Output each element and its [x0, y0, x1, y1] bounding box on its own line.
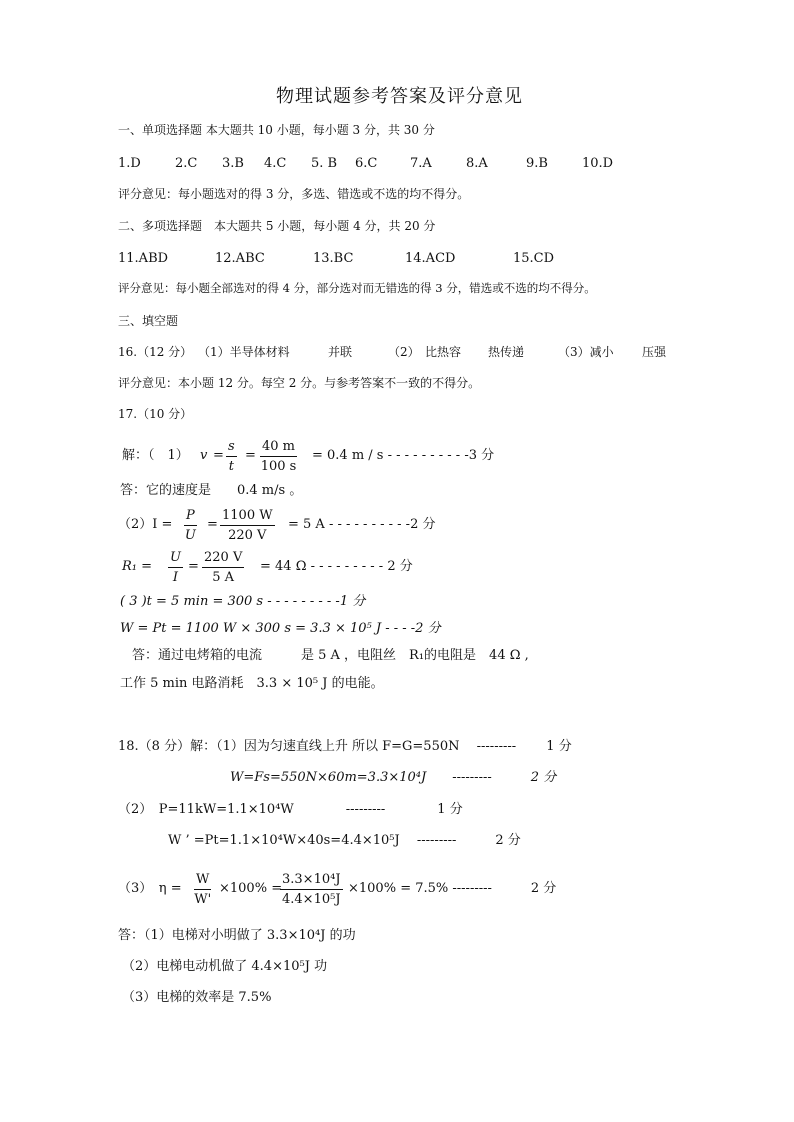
q17-frac-resistance: [202, 551, 244, 584]
q17-resistance-result: = 44 Ω - - - - - - - - - 2 分: [260, 559, 413, 574]
q16-blank: （1）半导体材料: [198, 345, 290, 359]
equals-sign: =: [245, 448, 256, 463]
q17-label: 17.（10 分）: [118, 407, 193, 421]
section-2-note: 评分意见：每小题全部选对的得 4 分，部分选对而无错选的得 3 分，错选或不选的均不得分。: [118, 281, 596, 295]
q17-frac-u-i: [168, 551, 183, 584]
q17-frac-power: [220, 509, 275, 542]
frac-den: t: [228, 459, 234, 474]
page-title: 物理试题参考答案及评分意见: [276, 86, 523, 107]
q18-answer-1: 答：（1）电梯对小明做了 3.3×10⁴J 的功: [118, 928, 356, 943]
answer-item: 5. B: [311, 156, 338, 171]
frac-den: 220 V: [228, 528, 267, 543]
q17-resistance-prefix: R₁ =: [122, 559, 153, 574]
q17-part1-prefix: 解：（ 1）: [122, 448, 189, 463]
q18-line-2: W=Fs=550N×60m=3.3×10⁴J --------- 2 分: [230, 770, 557, 785]
q18-line-1: 18.（8 分）解：（1）因为匀速直线上升 所以 F=G=550N --------- 1 分: [118, 739, 572, 754]
section-1-header: 一、单项选择题 本大题共 10 小题，每小题 3 分，共 30 分: [118, 123, 435, 137]
equals-sign: =: [207, 517, 218, 532]
frac-num: 3.3×10⁴J: [280, 873, 343, 890]
q17-answer-1: 答：它的速度是 0.4 m/s 。: [120, 483, 303, 498]
q16-blank: 并联: [328, 345, 353, 359]
frac-num: 220 V: [202, 551, 244, 568]
section-1-note: 评分意见：每小题选对的得 3 分，多选、错选或不选的均不得分。: [118, 187, 470, 201]
answer-item: 7.A: [410, 156, 432, 171]
q18-part3-mid: ×100% =: [219, 881, 283, 896]
frac-num: s: [226, 440, 237, 457]
q17-frac-s-t: [226, 440, 237, 473]
q17-part2-result: = 5 A - - - - - - - - - -2 分: [288, 517, 436, 532]
equals-sign: =: [188, 559, 199, 574]
q17-var-v: v: [200, 448, 208, 463]
q18-frac-values: [280, 873, 343, 906]
section-3-header: 三、填空题: [118, 314, 179, 328]
answer-item: 10.D: [582, 156, 614, 171]
section-2-header: 二、多项选择题 本大题共 5 小题，每小题 4 分，共 20 分: [118, 219, 436, 233]
equals-sign: =: [213, 448, 224, 463]
q16-label: 16.（12 分）: [118, 345, 193, 359]
q16-blank: （2）: [388, 345, 420, 359]
answer-item: 8.A: [466, 156, 488, 171]
answer-item: 15.CD: [513, 251, 555, 266]
q17-answer-3: 工作 5 min 电路消耗 3.3 × 10⁵ J 的电能。: [120, 676, 384, 691]
answer-item: 4.C: [264, 156, 287, 171]
answer-item: 11.ABD: [118, 251, 169, 266]
frac-den: U: [184, 528, 196, 543]
q16-blank: 热传递: [488, 345, 525, 359]
q17-frac-values: [260, 440, 297, 473]
q16-blank: 压强: [642, 345, 667, 359]
q16-blank: 比热容: [425, 345, 462, 359]
q17-part1-result: = 0.4 m / s - - - - - - - - - -3 分: [312, 448, 495, 463]
frac-den: 100 s: [260, 459, 297, 474]
frac-den: W': [194, 892, 212, 907]
frac-num: U: [168, 551, 183, 568]
q16-note: 评分意见：本小题 12 分。每空 2 分。与参考答案不一致的不得分。: [118, 376, 481, 390]
answer-item: 1.D: [118, 156, 141, 171]
q16-blank: （3）减小: [558, 345, 614, 359]
q17-work: W = Pt = 1100 W × 300 s = 3.3 × 10⁵ J - - - -2 分: [120, 621, 441, 636]
frac-num: 1100 W: [220, 509, 275, 526]
answer-item: 2.C: [175, 156, 198, 171]
answer-item: 12.ABC: [215, 251, 265, 266]
frac-den: 5 A: [212, 570, 235, 585]
q17-part3: ( 3 )t = 5 min = 300 s - - - - - - - - -1 分: [120, 594, 366, 609]
q18-line-3: （2） P=11kW=1.1×10⁴W --------- 1 分: [118, 802, 463, 817]
q18-frac-efficiency: [194, 873, 211, 906]
q17-frac-p-u: [184, 509, 197, 542]
q17-answer-2: 答：通过电烤箱的电流 是 5 A ，电阻丝 R₁的电阻是 44 Ω ,: [132, 648, 529, 663]
frac-num: 40 m: [260, 440, 297, 457]
q17-part2-prefix: （2）I =: [118, 517, 173, 532]
q18-answer-3: （3）电梯的效率是 7.5%: [122, 990, 272, 1005]
frac-num: W: [194, 873, 211, 890]
answer-item: 6.C: [355, 156, 378, 171]
answer-item: 13.BC: [313, 251, 354, 266]
frac-num: P: [184, 509, 197, 526]
frac-den: I: [172, 570, 179, 585]
q18-answer-2: （2）电梯电动机做了 4.4×10⁵J 功: [122, 959, 328, 974]
answer-item: 14.ACD: [405, 251, 456, 266]
q18-part3-prefix: （3） η =: [118, 881, 182, 896]
q18-line-4: W ’ =Pt=1.1×10⁴W×40s=4.4×10⁵J --------- 2 分: [168, 833, 521, 848]
frac-den: 4.4×10⁵J: [282, 892, 341, 907]
answer-item: 9.B: [526, 156, 548, 171]
answer-item: 3.B: [222, 156, 244, 171]
q18-part3-result: ×100% = 7.5% --------- 2 分: [348, 881, 557, 896]
